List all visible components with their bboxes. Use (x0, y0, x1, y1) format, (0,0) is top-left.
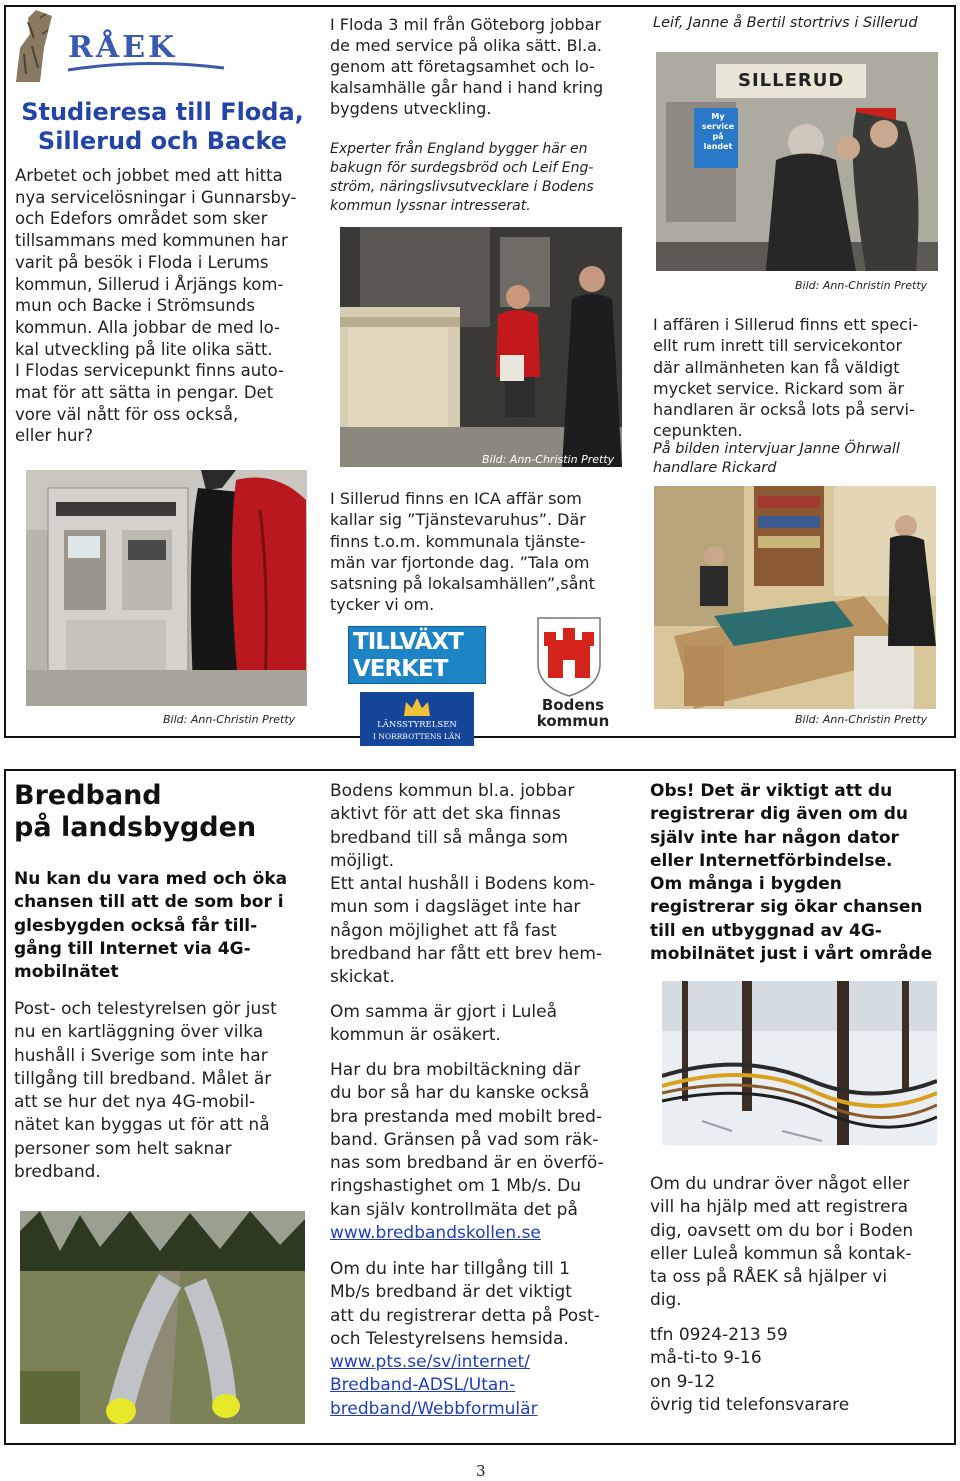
pts-text: Post- och telestyrelsen gör just nu en kartläggning över vilka hushåll i Sverige som inte har tillgång till bredband. Målet är att se hur det nya 4G-mobil- nätet kan byggas ut för att nå personer som helt saknar bredband. (14, 999, 277, 1183)
store-photo (656, 52, 938, 271)
page-title: Studieresa till Floda, Sillerud och Backe (21, 98, 304, 155)
phone-number: tfn 0924-213 59 (650, 1325, 788, 1345)
store-sign: SILLERUD (738, 70, 845, 91)
boden-text: Bodens kommun bl.a. jobbar aktivt för att det ska finnas bredband till så många som möjligt. Ett antal hushåll i Bodens kom- mun som i dagsläget inte har någon möjlighet att få fast bredband har fått ett brev hem- skickat. (330, 781, 603, 988)
floda-text: I Floda 3 mil från Göteborg jobbar de med service på olika sätt. Bl.a. genom att företagsamhet och lo- kalsamhälle går hand i hand kring bygdens utveckling. (330, 15, 604, 118)
broadband-heading: Bredband på landsbygden (14, 780, 257, 843)
atm-caption: Bild: Ann-Christin Pretty (163, 713, 296, 726)
contact-info (650, 1324, 955, 1417)
lansstyrelsen-logo: LÄNSSTYRELSEN I NORRBOTTENS LÄN (360, 692, 474, 746)
experts-text: Experter från England bygger här en bakugn för surdegsbröd och Leif Eng- ström, näringslivsutvecklare i Bodens kommun lyssnar intresserat. (330, 141, 594, 214)
obs-notice: Obs! Det är viktigt att du registrerar dig även om du själv inte har någon dator eller Internetförbindelse. Om många i bygden registrerar sig ökar chansen till en utbyggnad av 4G- mobilnätet just i vårt område (650, 781, 933, 965)
intro-text: Arbetet och jobbet med att hitta nya servicelösningar i Gunnarsby- och Edefors området som sker tillsammans med kommunen har varit på besök i Floda i Lerums kommun, Sillerud i Årjängs kom- mun och Backe i Strömsunds kommun. Alla jobbar de med lo- kal utveckling på lite olika sätt. I Flodas servicepunkt finns auto- mat för att sätta in pengar. Det vore väl nått för oss också, eller hur? (15, 166, 297, 446)
mobile-coverage-text: Har du bra mobiltäckning där du bor så har du kanske också bra prestanda med mobilt bred- band. Gränsen på vad som räk- nas som bredband är en överfö- ringshastighet om 1 Mb/s. Du kan själv kontrollmäta det på www.bredbandskollen.se (330, 1059, 635, 1245)
pts-form-link-1[interactable]: www.pts.se/sv/internet/ (330, 1352, 530, 1373)
crown-icon (402, 696, 432, 718)
lulea-text: Om samma är gjort i Luleå kommun är osäkert. (330, 1002, 558, 1046)
bakery-caption: Bild: Ann-Christin Pretty (482, 453, 615, 466)
right-heading: Leif, Janne å Bertil stortrivs i Sillerud (653, 15, 918, 31)
help-text: Om du undrar över något eller vill ha hjälp med att registrera dig, oavsett om du bor i Boden eller Luleå kommun så kontak- ta oss på RÅEK så hjälper vi dig. (650, 1174, 914, 1311)
page-number: 3 (476, 1462, 486, 1480)
bredbandskollen-link[interactable]: www.bredbandskollen.se (330, 1223, 541, 1244)
service-sign: My service på landet (701, 112, 735, 151)
bodens-kommun-logo: Bodens kommun (530, 614, 608, 730)
logo-text: RÅEK (68, 30, 178, 65)
shop-text: I affären i Sillerud finns ett speci- ellt rum inrett till servicekontor där allmänheten kan få väldigt mycket service. Rickard som är handlaren är också lots på servi- cepunkten. (653, 315, 919, 441)
pts-form-link-2[interactable]: Bredband-ADSL/Utan- (330, 1375, 516, 1396)
logo-swoosh-icon (66, 60, 226, 74)
wednesday-hours: on 9-12 (650, 1371, 716, 1392)
raek-logo (10, 8, 230, 84)
tillvaxtverket-logo: TILLVÄXT VERKET (348, 626, 486, 684)
answering-machine: övrig tid telefonsvarare (650, 1394, 850, 1415)
store-caption: Bild: Ann-Christin Pretty (795, 279, 928, 292)
pipes-photo (20, 1211, 305, 1424)
pts-form-link-3[interactable]: bredband/Webbformulär (330, 1398, 538, 1419)
sillerud-text: I Sillerud finns en ICA affär som kallar sig ”Tjänstevaruhus”. Där finns t.o.m. kommunala tjänste- män var fjortonde dag. ”Tala om satsning på lokalsamhällen”,sånt tycker vi om. (330, 489, 595, 615)
opening-hours: må-ti-to 9-16 (650, 1348, 762, 1369)
interview-text: På bilden intervjuar Janne Öhrwall handlare Rickard (653, 441, 900, 476)
bakery-photo (340, 227, 622, 467)
coat-of-arms-icon (530, 614, 608, 698)
pts-register-text: Om du inte har tillgång till 1 Mb/s bredband är det viktigt att du registrerar detta på Post- och Telestyrelsens hemsida. www.pts.se/sv/internet/ Bredband-ADSL/Utan- bredband/Webbformulär (330, 1258, 635, 1421)
cables-photo (662, 981, 937, 1145)
broadband-lead: Nu kan du vara med och öka chansen till att de som bor i glesbygden också får till- gång till Internet via 4G- mobilnätet (14, 869, 288, 983)
office-photo (654, 486, 936, 709)
office-caption: Bild: Ann-Christin Pretty (795, 713, 928, 726)
atm-photo (26, 470, 307, 706)
